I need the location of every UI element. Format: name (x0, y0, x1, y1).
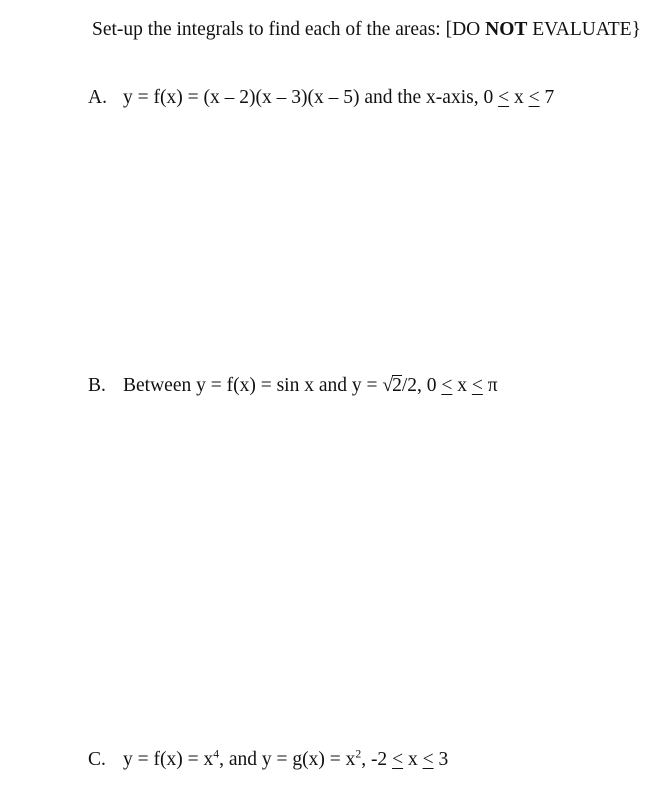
problem-statement-cont: , and y = g(x) = x (219, 749, 356, 770)
title-text-end: EVALUATE} (527, 19, 641, 40)
problem-letter: B. (88, 375, 106, 396)
problem-statement: y = f(x) = x (123, 749, 214, 770)
problem-variable: x (509, 87, 529, 108)
problem-letter: C. (88, 749, 106, 770)
page-title (92, 18, 641, 42)
less-equal-sign: < (392, 749, 404, 770)
exponent: 2 (355, 747, 362, 761)
problem-variable: x (403, 749, 423, 770)
problem-b (88, 374, 498, 398)
less-equal-sign: < (422, 749, 434, 770)
title-emphasis: NOT (485, 19, 528, 40)
problem-bound: 3 (433, 749, 449, 770)
radicand: 2 (392, 375, 402, 396)
problem-statement: y = f(x) = (x – 2)(x – 3)(x – 5) and the x-axis, 0 (123, 87, 499, 108)
problem-bound: π (482, 375, 498, 396)
less-equal-sign: < (471, 375, 483, 396)
answer-space-b[interactable] (88, 404, 615, 734)
problem-letter: A. (88, 87, 107, 108)
problem-range-start: , -2 (361, 749, 393, 770)
answer-space-a[interactable] (88, 115, 615, 365)
less-equal-sign: < (498, 87, 510, 108)
problem-c (88, 748, 448, 772)
problem-statement: Between y = f(x) = sin x and y = (123, 375, 383, 396)
title-text: Set-up the integrals to find each of the areas: [DO (92, 19, 486, 40)
problem-a (88, 86, 554, 110)
problem-bound: 7 (539, 87, 555, 108)
less-equal-sign: < (441, 375, 453, 396)
square-root-symbol: √ (382, 375, 394, 396)
exponent: 4 (213, 747, 220, 761)
problem-statement-cont: /2, 0 (401, 375, 442, 396)
less-equal-sign: < (528, 87, 540, 108)
problem-variable: x (452, 375, 472, 396)
